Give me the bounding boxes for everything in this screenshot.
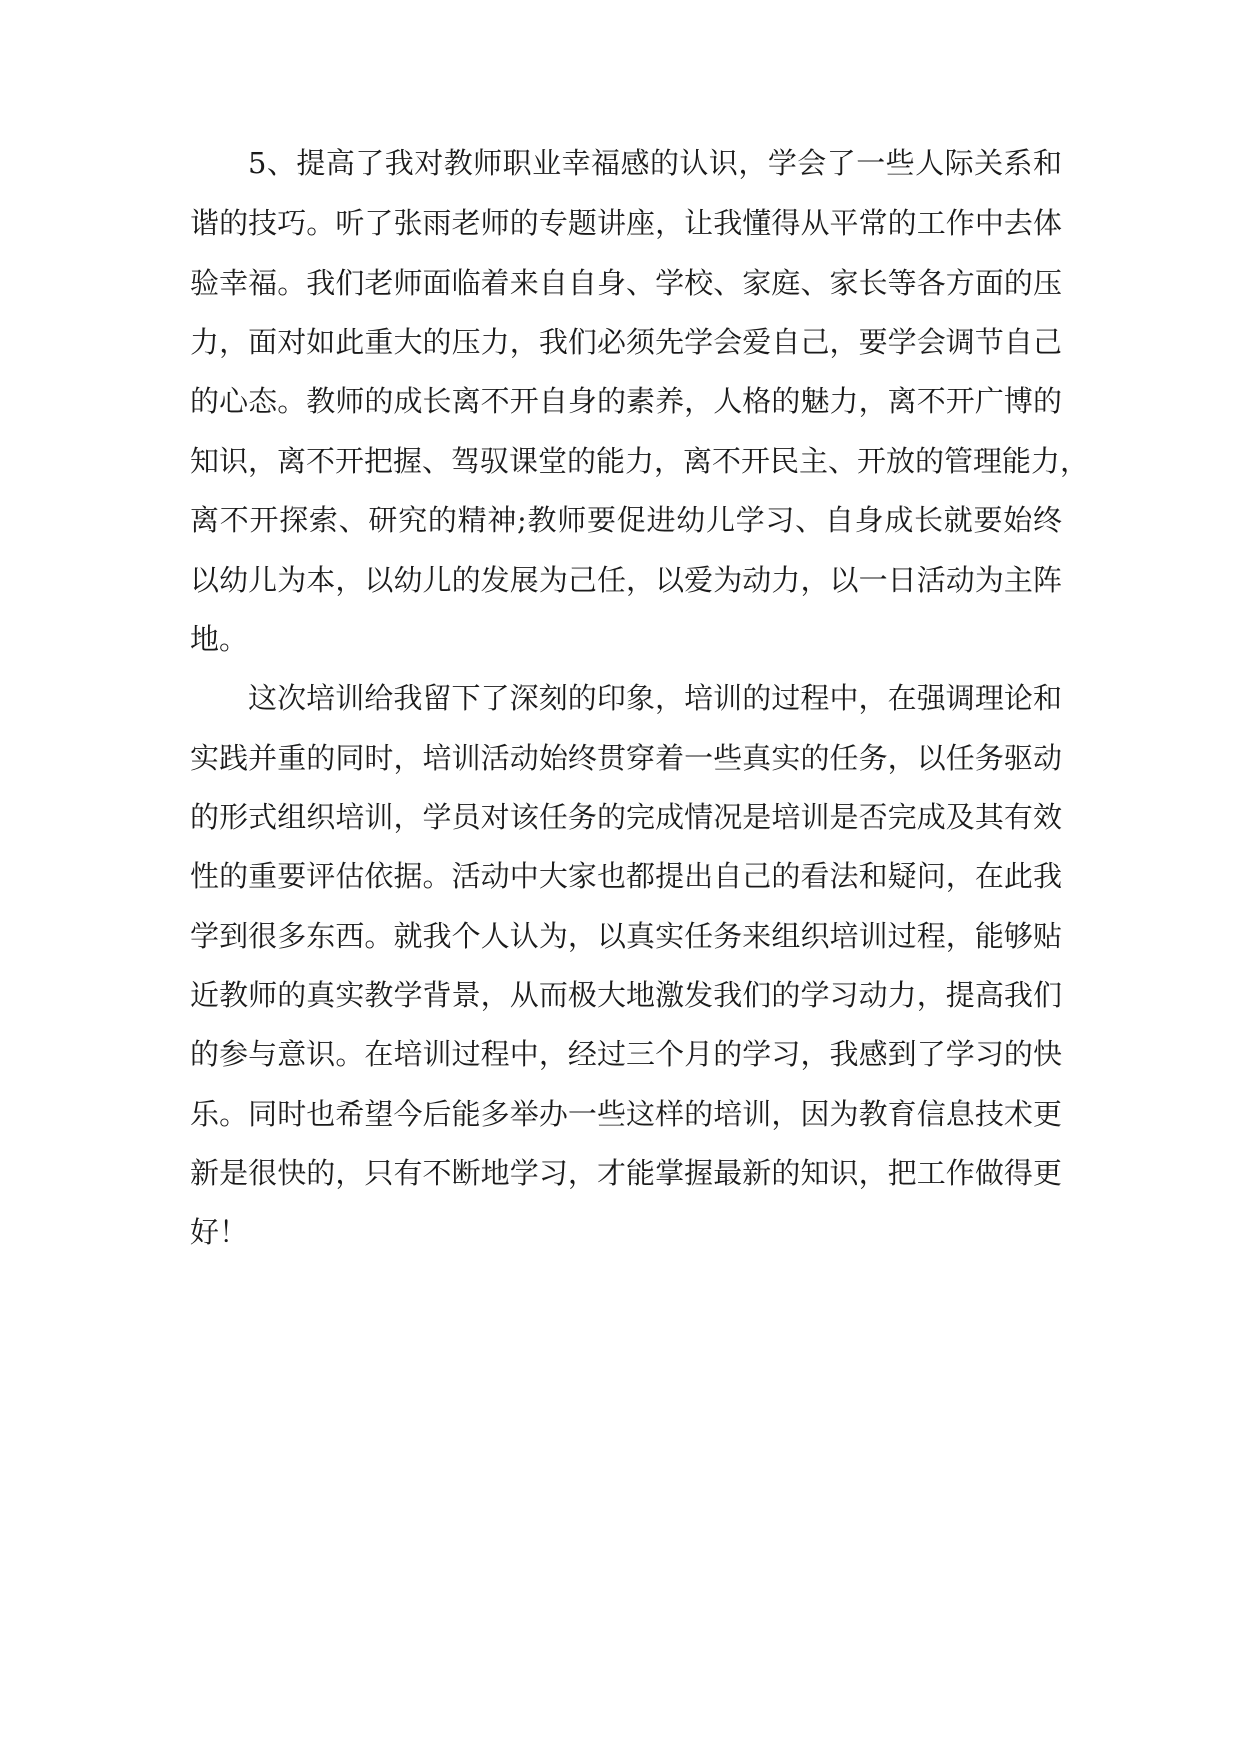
paragraph-1-line-9: 地。	[190, 622, 249, 656]
paragraph-1-line-5: 的心态。教师的成长离不开自身的素养，人格的魅力，离不开广博的	[190, 384, 1062, 418]
paragraph-2-line-5: 学到很多东西。就我个人认为，以真实任务来组织培训过程，能够贴	[190, 919, 1062, 953]
paragraph-1-line-6: 知识，离不开把握、驾驭课堂的能力，离不开民主、开放的管理能力，	[190, 444, 1090, 478]
paragraph-1-line-2: 谐的技巧。听了张雨老师的专题讲座，让我懂得从平常的工作中去体	[190, 206, 1062, 240]
paragraph-1-line-4: 力，面对如此重大的压力，我们必须先学会爱自己，要学会调节自己	[190, 325, 1062, 359]
paragraph-1-line-3: 验幸福。我们老师面临着来自自身、学校、家庭、家长等各方面的压	[190, 266, 1062, 300]
paragraph-2-line-8: 乐。同时也希望今后能多举办一些这样的培训，因为教育信息技术更	[190, 1097, 1062, 1131]
paragraph-1-line-1: 5、提高了我对教师职业幸福感的认识，学会了一些人际关系和	[248, 146, 1062, 180]
paragraph-2-line-10: 好！	[190, 1215, 249, 1249]
paragraph-2-line-7: 的参与意识。在培训过程中，经过三个月的学习，我感到了学习的快	[190, 1037, 1062, 1071]
paragraph-1-line-7: 离不开探索、研究的精神;教师要促进幼儿学习、自身成长就要始终	[190, 503, 1062, 537]
paragraph-2-line-3: 的形式组织培训，学员对该任务的完成情况是培训是否完成及其有效	[190, 800, 1062, 834]
paragraph-2-line-4: 性的重要评估依据。活动中大家也都提出自己的看法和疑问，在此我	[190, 859, 1062, 893]
paragraph-2-line-9: 新是很快的，只有不断地学习，才能掌握最新的知识，把工作做得更	[190, 1156, 1062, 1190]
paragraph-2-line-1: 这次培训给我留下了深刻的印象，培训的过程中，在强调理论和	[248, 681, 1062, 715]
paragraph-2-line-2: 实践并重的同时，培训活动始终贯穿着一些真实的任务，以任务驱动	[190, 741, 1062, 775]
paragraph-2-line-6: 近教师的真实教学背景，从而极大地激发我们的学习动力，提高我们	[190, 978, 1062, 1012]
paragraph-1-line-8: 以幼儿为本，以幼儿的发展为己任，以爱为动力，以一日活动为主阵	[190, 563, 1062, 597]
